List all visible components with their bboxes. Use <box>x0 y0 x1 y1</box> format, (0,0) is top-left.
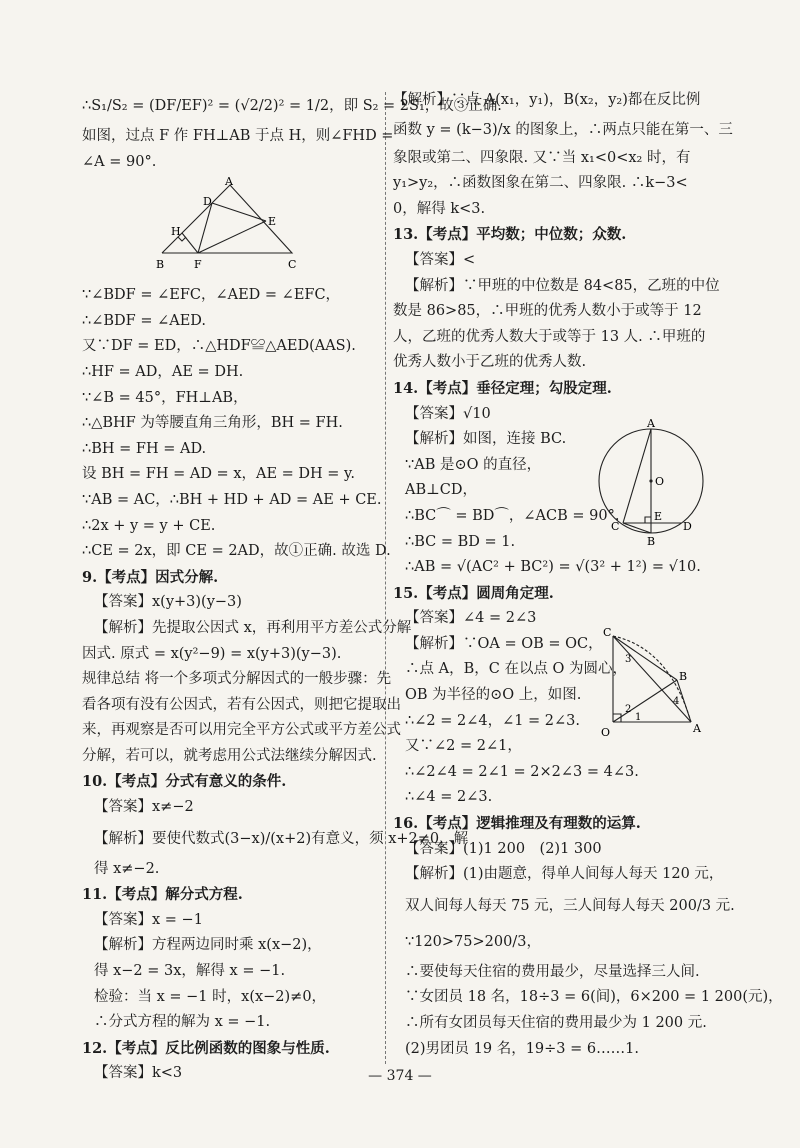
text-line: ∵∠BDF = ∠EFC，∠AED = ∠EFC， <box>82 287 341 304</box>
text-line: 优秀人数小于乙班的优秀人数. <box>393 354 587 371</box>
question-heading: 11.【考点】解分式方程. <box>82 886 243 904</box>
text-line: ∴HF = AD，AE = DH. <box>82 363 244 380</box>
text-line: 因式. 原式 = x(y²−9) = x(y+3)(y−3). <box>82 645 342 662</box>
text-line: ∴分式方程的解为 x = −1. <box>94 1014 271 1031</box>
text-line: ∵120>75>200/3， <box>405 933 541 950</box>
answer-line: 【答案】√10 <box>405 405 491 422</box>
label-A: A <box>225 175 233 189</box>
text-line: 【解析】如图，连接 BC. <box>405 431 567 448</box>
label-angle3: 3 <box>625 653 632 665</box>
label-C: C <box>288 258 297 272</box>
label-B: B <box>647 535 656 549</box>
answer-line: 【答案】x = −1 <box>94 911 203 928</box>
question-heading: 13.【考点】平均数；中位数；众数. <box>393 226 627 244</box>
column-divider <box>385 92 386 1064</box>
text-line: ∴BH = FH = AD. <box>82 440 207 457</box>
text-line: 得 x−2 = 3x，解得 x = −1. <box>94 963 286 980</box>
answer-line: 【答案】x≠−2 <box>94 799 194 816</box>
text-line: ∴S₁/S₂ = (DF/EF)² = (√2/2)² = 1/2，即 S₂ = 2S₁，故③正确. <box>82 98 502 114</box>
text-line: 【解析】∵甲班的中位数是 84<85，乙班的中位 <box>405 277 720 294</box>
answer-line: 【答案】x(y+3)(y−3) <box>94 594 242 611</box>
question-heading: 10.【考点】分式有意义的条件. <box>82 773 287 791</box>
figure-triangle <box>82 175 382 283</box>
label-E: E <box>654 510 663 524</box>
label-H: H <box>171 225 181 239</box>
text-line: 象限或第二、四象限. 又∵当 x₁<0<x₂ 时，有 <box>393 149 691 166</box>
text-line: 规律总结 将一个多项式分解因式的一般步骤：先 <box>82 671 392 688</box>
text-line: ∴所有女团员每天住宿的费用最少为 1 200 元. <box>405 1015 707 1031</box>
label-A: A <box>647 417 655 431</box>
label-D: D <box>683 520 692 534</box>
text-line: 检验：当 x = −1 时，x(x−2)≠0， <box>94 988 327 1005</box>
circle-diagram <box>595 417 713 549</box>
text-line: 又∵DF = ED，∴△HDF≌△AED(AAS). <box>82 338 356 355</box>
label-angle4: 4 <box>673 695 680 707</box>
text-line: ∵女团员 18 名，18÷3 = 6(间)，6×200 = 1 200(元)， <box>405 989 783 1006</box>
label-B: B <box>679 669 688 683</box>
answer-line: 【答案】< <box>405 251 476 268</box>
text-line: ∵∠B = 45°，FH⊥AB， <box>82 389 248 406</box>
question-heading: 16.【考点】逻辑推理及有理数的运算. <box>393 815 641 833</box>
text-line: 来，再观察是否可以用完全平方公式或平方差公式 <box>82 722 401 739</box>
text-line: 函数 y = (k−3)/x 的图象上，∴两点只能在第一、三 <box>393 121 733 138</box>
answer-line: 【答案】k<3 <box>94 1065 183 1082</box>
label-A: A <box>693 721 701 735</box>
text-line: 分解，若可以，就考虑用公式法继续分解因式. <box>82 747 377 764</box>
label-F: F <box>194 258 202 272</box>
answer-line: 【答案】∠4 = 2∠3 <box>405 610 537 627</box>
text-line: AB⊥CD， <box>405 482 477 499</box>
question-heading: 9.【考点】因式分解. <box>82 568 219 586</box>
text-line: 得 x≠−2. <box>94 860 160 877</box>
text-line: 【解析】(1)由题意，得单人间每人每天 120 元， <box>405 866 724 883</box>
text-line: 【解析】方程两边同时乘 x(x−2)， <box>94 937 322 954</box>
text-line: ∴CE = 2x，即 CE = 2AD，故①正确. 故选 D. <box>82 543 391 560</box>
label-O: O <box>655 475 665 489</box>
label-C: C <box>603 627 612 639</box>
text-line: 看各项有没有公因式，若有公因式，则把它提取出 <box>82 696 401 713</box>
label-B: B <box>156 258 165 272</box>
label-O: O <box>601 725 611 739</box>
page-number: — 374 — <box>368 1068 432 1084</box>
text-line: y₁>y₂，∴函数图象在第二、四象限. ∴k−3< <box>393 175 688 192</box>
text-line: 如图，过点 F 作 FH⊥AB 于点 H，则∠FHD = <box>82 128 394 144</box>
label-D: D <box>203 195 212 209</box>
q14-block <box>393 417 715 555</box>
text-line: ∴BC = BD = 1. <box>405 533 516 550</box>
text-line: ∴BC⌒ = BD⌒，∠ACB = 90°. <box>405 507 620 524</box>
text-line: 【解析】先提取公因式 x，再利用平方差公式分解 <box>94 619 412 636</box>
text-line: ∴∠2 = 2∠4，∠1 = 2∠3. <box>405 712 581 729</box>
text-line: ∠A = 90°. <box>82 153 157 170</box>
text-line: (2)男团员 19 名，19÷3 = 6……1. <box>405 1040 639 1057</box>
angle-diagram <box>599 628 709 748</box>
triangle-diagram <box>82 175 382 283</box>
text-line: OB 为半径的⊙O 上，如图. <box>405 687 582 704</box>
text-line: ∴2x + y = y + CE. <box>82 517 216 534</box>
text-line: ∴△BHF 为等腰直角三角形，BH = FH. <box>82 415 343 432</box>
text-line: ∴∠2∠4 = 2∠1 = 2×2∠3 = 4∠3. <box>405 763 639 780</box>
text-line: 设 BH = FH = AD = x，AE = DH = y. <box>82 466 355 483</box>
question-heading: 14.【考点】垂径定理；勾股定理. <box>393 379 612 397</box>
text-line: 0，解得 k<3. <box>393 200 486 217</box>
page-number-value: 374 <box>386 1068 414 1084</box>
text-line: 人，乙班的优秀人数大于或等于 13 人. ∴甲班的 <box>393 328 706 345</box>
text-line: 【解析】∵OA = OB = OC， <box>405 635 603 652</box>
text-line: 【解析】∵点 A(x₁，y₁)，B(x₂，y₂)都在反比例 <box>393 92 701 108</box>
label-C: C <box>611 520 620 534</box>
text-line: 数是 86>85，∴甲班的优秀人数小于或等于 12 <box>393 303 702 320</box>
right-column <box>393 88 783 1062</box>
label-E: E <box>268 215 277 229</box>
text-line: ∴点 A，B，C 在以点 O 为圆心， <box>405 661 628 678</box>
text-line: 双人间每人每天 75 元，三人间每人每天 200/3 元. <box>405 897 735 914</box>
text-line: ∵AB 是⊙O 的直径， <box>405 456 542 473</box>
question-heading: 12.【考点】反比例函数的图象与性质. <box>82 1039 330 1057</box>
label-angle1: 1 <box>635 711 642 723</box>
text-line: 又∵∠2 = 2∠1， <box>405 738 522 755</box>
text-line: ∴∠4 = 2∠3. <box>405 789 493 806</box>
text-line: ∴要使每天住宿的费用最少，尽量选择三人间. <box>405 963 700 980</box>
answer-line: 【答案】(1)1 200 (2)1 300 <box>405 840 602 857</box>
text-line: ∵AB = AC，∴BH + HD + AD = AE + CE. <box>82 491 382 508</box>
text-line: ∴AB = √(AC² + BC²) = √(3² + 1²) = √10. <box>405 559 701 576</box>
label-angle2: 2 <box>625 703 632 715</box>
q15-block <box>393 627 715 811</box>
text-line: 【解析】要使代数式(3−x)/(x+2)有意义，须 x+2≠0，解 <box>94 830 469 847</box>
text-line: ∴∠BDF = ∠AED. <box>82 312 207 329</box>
question-heading: 15.【考点】圆周角定理. <box>393 584 554 602</box>
